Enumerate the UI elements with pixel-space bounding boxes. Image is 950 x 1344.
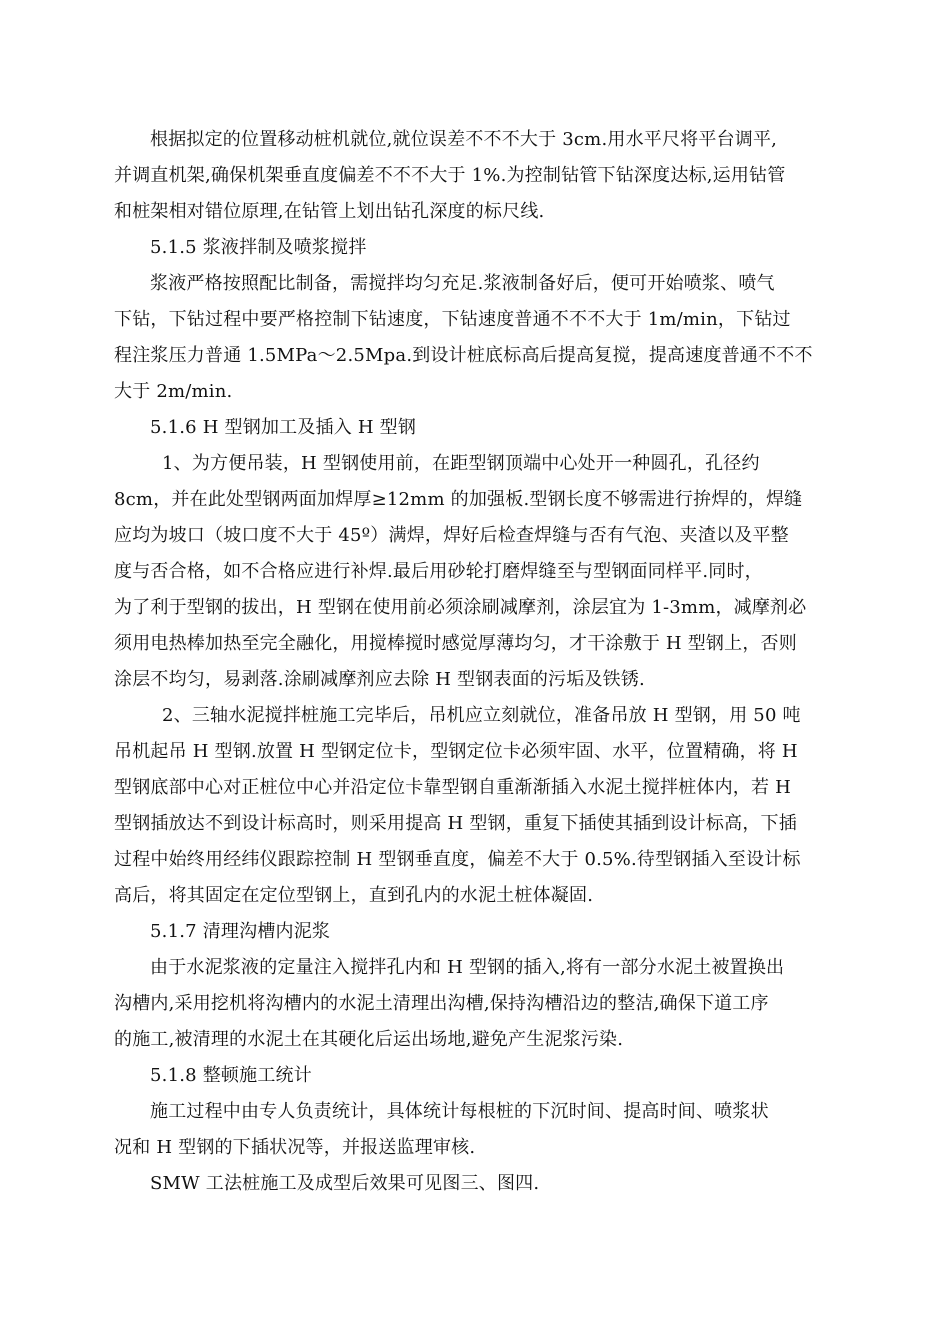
paragraph-line: 高后，将其固定在定位型钢上，直到孔内的水泥土桩体凝固. [114,885,594,906]
paragraph-line: 并调直机架,确保机架垂直度偏差不不不大于 1%.为控制钻管下钻深度达标,运用钻管 [114,165,786,186]
section-heading: 5.1.8 整顿施工统计 [150,1065,312,1086]
paragraph-line: 过程中始终用经纬仪跟踪控制 H 型钢垂直度，偏差不大于 0.5%.待型钢插入至设计标 [114,849,801,870]
paragraph-line: 2、三轴水泥搅拌桩施工完毕后，吊机应立刻就位，准备吊放 H 型钢，用 50 吨 [162,705,801,726]
paragraph-line: SMW 工法桩施工及成型后效果可见图三、图四. [150,1173,540,1194]
paragraph-line: 由于水泥浆液的定量注入搅拌孔内和 H 型钢的插入,将有一部分水泥土被置换出 [150,957,785,978]
paragraph-line: 的施工,被清理的水泥土在其硬化后运出场地,避免产生泥浆污染. [114,1029,624,1050]
paragraph-line: 应均为坡口（坡口度不大于 45º）满焊，焊好后检查焊缝与否有气泡、夹渣以及平整 [114,525,789,546]
paragraph-line: 须用电热棒加热至完全融化，用搅棒搅时感觉厚薄均匀，才干涂敷于 H 型钢上，否则 [114,633,797,654]
paragraph-line: 型钢插放达不到设计标高时，则采用提高 H 型钢，重复下插使其插到设计标高，下插 [114,813,797,834]
paragraph-line: 度与否合格，如不合格应进行补焊.最后用砂轮打磨焊缝至与型钢面同样平.同时， [114,561,763,582]
paragraph-line: 型钢底部中心对正桩位中心并沿定位卡靠型钢自重渐渐插入水泥土搅拌桩体内，若 H [114,777,792,798]
paragraph-line: 8cm，并在此处型钢两面加焊厚≥12mm 的加强板.型钢长度不够需进行拚焊的，焊缝 [114,489,803,510]
paragraph-line: 下钻，下钻过程中要严格控制下钻速度，下钻速度普通不不不大于 1m/min，下钻过 [114,309,791,330]
paragraph-line: 吊机起吊 H 型钢.放置 H 型钢定位卡，型钢定位卡必须牢固、水平，位置精确，将 H [114,741,798,762]
paragraph-line: 1、为方便吊装，H 型钢使用前，在距型钢顶端中心处开一种圆孔，孔径约 [162,453,760,474]
paragraph-line: 沟槽内,采用挖机将沟槽内的水泥土清理出沟槽,保持沟槽沿边的整洁,确保下道工序 [114,993,769,1014]
paragraph-line: 和桩架相对错位原理,在钻管上划出钻孔深度的标尺线. [114,201,545,222]
paragraph-line: 根据拟定的位置移动桩机就位,就位误差不不不大于 3cm.用水平尺将平台调平, [150,129,778,150]
section-heading: 5.1.5 浆液拌制及喷浆搅拌 [150,237,367,258]
paragraph-line: 大于 2m/min. [114,381,233,402]
paragraph-line: 况和 H 型钢的下插状况等，并报送监理审核. [114,1137,476,1158]
section-heading: 5.1.7 清理沟槽内泥浆 [150,921,331,942]
paragraph-line: 施工过程中由专人负责统计，具体统计每根桩的下沉时间、提高时间、喷浆状 [150,1101,769,1122]
paragraph-line: 涂层不均匀，易剥落.涂刷减摩剂应去除 H 型钢表面的污垢及铁锈. [114,669,645,690]
paragraph-line: 浆液严格按照配比制备，需搅拌均匀充足.浆液制备好后，便可开始喷浆、喷气 [150,273,775,294]
paragraph-line: 程注浆压力普通 1.5MPa～2.5Mpa.到设计桩底标高后提高复搅，提高速度普通不不不 [114,345,813,366]
section-heading: 5.1.6 H 型钢加工及插入 H 型钢 [150,417,417,438]
paragraph-line: 为了利于型钢的拔出，H 型钢在使用前必须涂刷减摩剂，涂层宜为 1-3mm，减摩剂必 [114,597,807,618]
